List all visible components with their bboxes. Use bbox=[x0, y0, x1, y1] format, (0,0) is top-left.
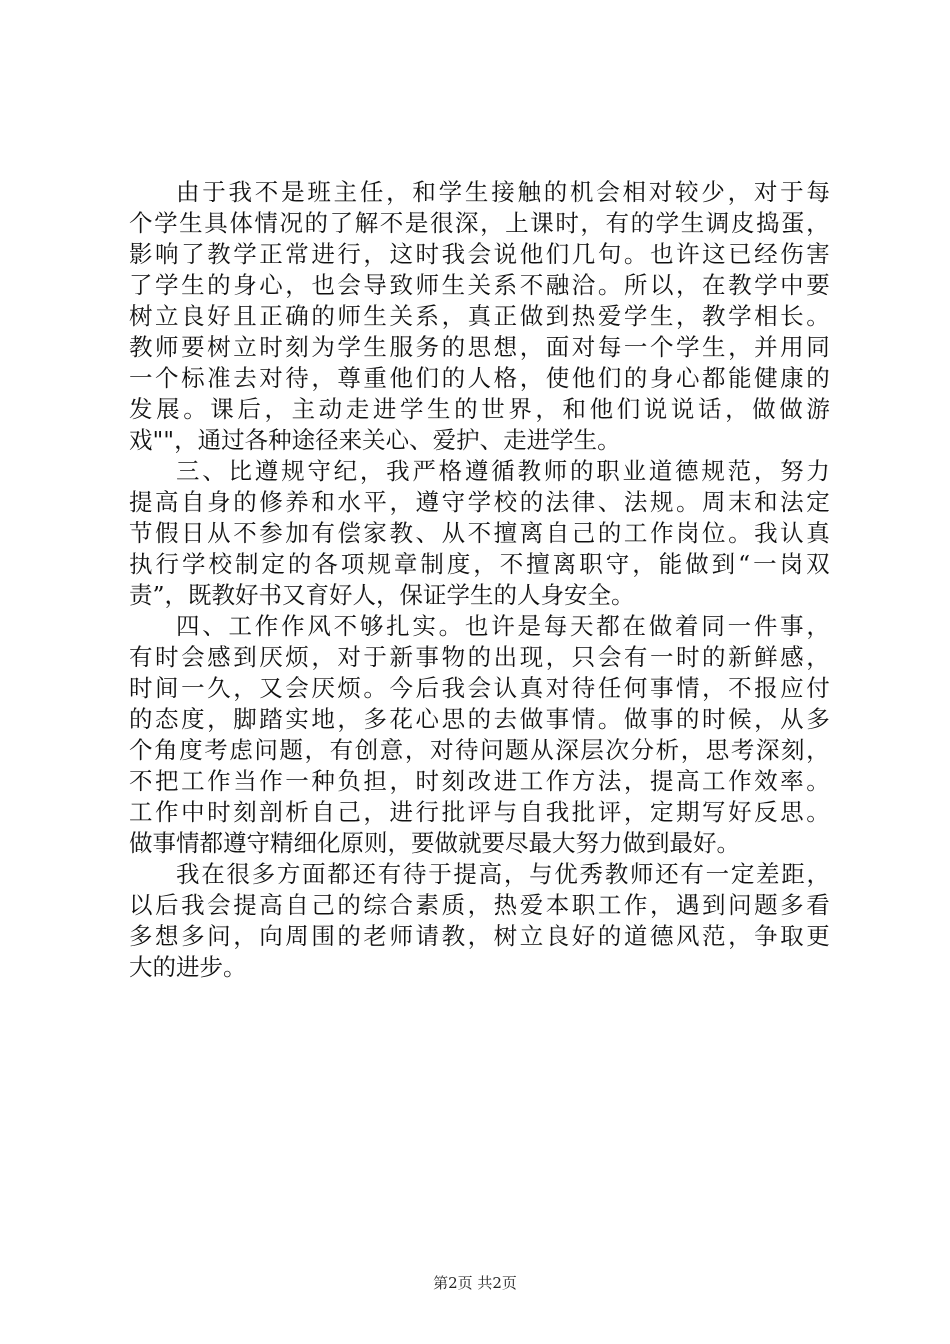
text-line: 一 个 标 准 去 对 待 ， 尊 重 他 们 的 人 格 ， 使 他 们 的 身 心 都 能 健 康 的 bbox=[129, 364, 830, 392]
text-line: 教 师 要 树 立 时 刻 为 学 生 服 务 的 思 想 ， 面 对 每 一 个 学 生 ， 并 用 同 bbox=[129, 333, 830, 361]
text-line: 时 间 一 久 ， 又 会 厌 烦 。 今 后 我 会 认 真 对 待 任 何 事 情 ， 不 报 应 付 bbox=[129, 674, 830, 702]
text-line: 责”，既教好书又育好人，保证学生的人身安全。 bbox=[129, 581, 635, 609]
text-line: 执 行 学 校 制 定 的 各 项 规 章 制 度 ， 不 擅 离 职 守 ， 能 做 到 “ 一 岗 双 bbox=[129, 550, 830, 578]
text-line: 大的进步。 bbox=[129, 953, 247, 981]
text-line: 发 展 。 课 后 ， 主 动 走 进 学 生 的 世 界 ， 和 他 们 说 说 话 ， 做 做 游 bbox=[129, 395, 830, 423]
text-line: 三 、 比 遵 规 守 纪 ， 我 严 格 遵 循 教 师 的 职 业 道 德 规 范 ， 努 力 bbox=[176, 457, 830, 485]
text-line: 影 响 了 教 学 正 常 进 行 ， 这 时 我 会 说 他 们 几 句 。 也 许 这 已 经 伤 害 bbox=[129, 240, 830, 268]
page-footer: 第2页 共2页 bbox=[433, 1274, 517, 1292]
text-line: 多 想 多 问 ， 向 周 围 的 老 师 请 教 ， 树 立 良 好 的 道 德 风 范 ， 争 取 更 bbox=[129, 922, 830, 950]
text-line: 由 于 我 不 是 班 主 任 ， 和 学 生 接 触 的 机 会 相 对 较 少 ， 对 于 每 bbox=[176, 178, 830, 206]
text-line: 做事情都遵守精细化原则，要做就要尽最大努力做到最好。 bbox=[129, 829, 740, 857]
text-line: 工 作 中 时 刻 剖 析 自 己 ， 进 行 批 评 与 自 我 批 评 ， 定 期 写 好 反 思 。 bbox=[129, 798, 830, 826]
text-line: 树 立 良 好 且 正 确 的 师 生 关 系 ， 真 正 做 到 热 爱 学 生 ， 教 学 相 长 。 bbox=[129, 302, 830, 330]
text-line: 的 态 度 ， 脚 踏 实 地 ， 多 花 心 思 的 去 做 事 情 。 做 事 的 时 候 ， 从 多 bbox=[129, 705, 830, 733]
text-line: 提 高 自 身 的 修 养 和 水 平 ， 遵 守 学 校 的 法 律 、 法 规 。 周 末 和 法 定 bbox=[129, 488, 830, 516]
text-line: 以 后 我 会 提 高 自 己 的 综 合 素 质 ， 热 爱 本 职 工 作 ， 遇 到 问 题 多 看 bbox=[129, 891, 830, 919]
text-line: 个 角 度 考 虑 问 题 ， 有 创 意 ， 对 待 问 题 从 深 层 次 分 析 ， 思 考 深 刻 ， bbox=[129, 736, 830, 764]
paragraph-discipline bbox=[129, 456, 830, 611]
text-line: 不 把 工 作 当 作 一 种 负 担 ， 时 刻 改 进 工 作 方 法 ， 提 高 工 作 效 率 。 bbox=[129, 767, 830, 795]
document-body bbox=[129, 177, 830, 983]
paragraph-relationship bbox=[129, 177, 830, 456]
text-line: 我 在 很 多 方 面 都 还 有 待 于 提 高 ， 与 优 秀 教 师 还 有 一 定 差 距 ， bbox=[176, 860, 830, 888]
text-line: 戏""，通过各种途径来关心、爱护、走进学生。 bbox=[129, 426, 621, 454]
text-line: 了 学 生 的 身 心 ， 也 会 导 致 师 生 关 系 不 融 洽 。 所 以 ， 在 教 学 中 要 bbox=[129, 271, 830, 299]
text-line: 个 学 生 具 体 情 况 的 了 解 不 是 很 深 ， 上 课 时 ， 有 的 学 生 调 皮 捣 蛋 ， bbox=[129, 209, 830, 237]
text-line: 有 时 会 感 到 厌 烦 ， 对 于 新 事 物 的 出 现 ， 只 会 有 一 时 的 新 鲜 感 ， bbox=[129, 643, 830, 671]
paragraph-work-style bbox=[129, 611, 830, 859]
text-line: 四 、 工 作 作 风 不 够 扎 实 。 也 许 是 每 天 都 在 做 着 同 一 件 事 ， bbox=[176, 612, 830, 640]
text-line: 节 假 日 从 不 参 加 有 偿 家 教 、 从 不 擅 离 自 己 的 工 作 岗 位 。 我 认 真 bbox=[129, 519, 830, 547]
paragraph-conclusion bbox=[129, 859, 830, 983]
